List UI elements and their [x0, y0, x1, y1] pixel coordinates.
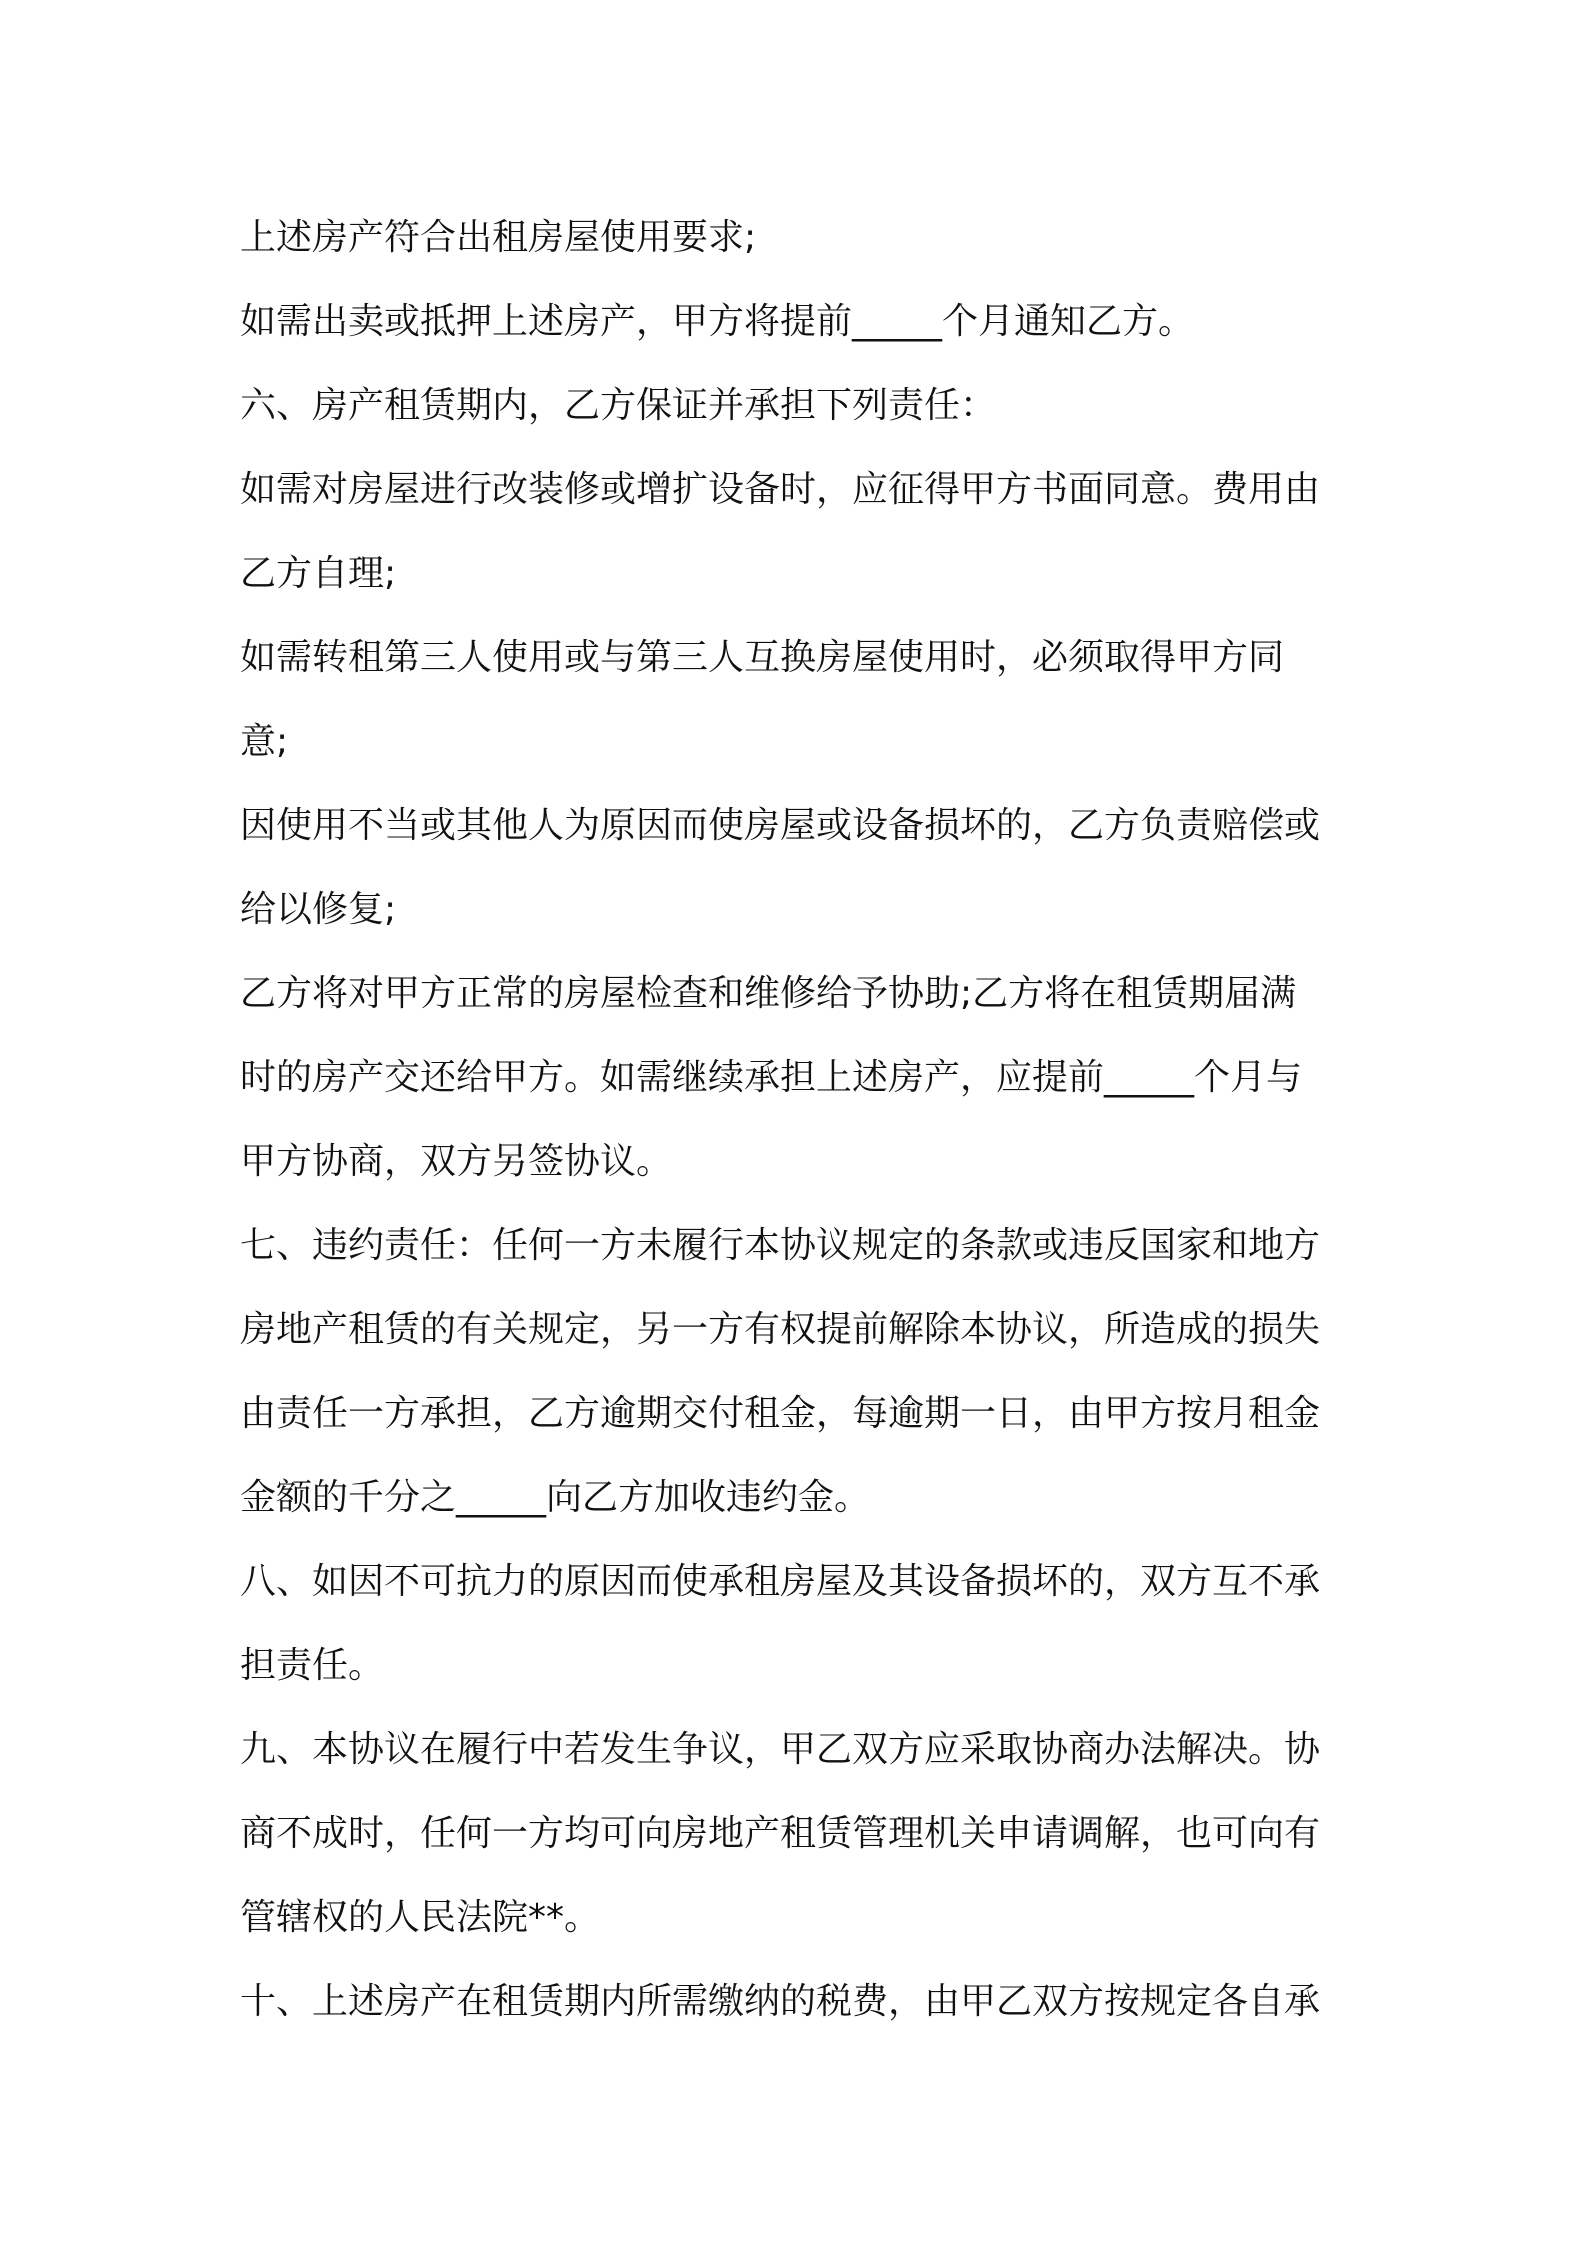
text-line: 商不成时，任何一方均可向房地产租赁管理机关申请调解，也可向有 — [240, 1813, 1321, 1854]
text-line: 担责任。 — [240, 1645, 385, 1686]
section-heading-10: 十、上述房产在租赁期内所需缴纳的税费，由甲乙双方按规定各自承 — [240, 1981, 1321, 2022]
text-line: 如需出卖或抵押上述房产，甲方将提前_____个月通知乙方。 — [240, 301, 1195, 342]
text-line: 乙方自理; — [240, 553, 397, 594]
section-heading-8: 八、如因不可抗力的原因而使承租房屋及其设备损坏的，双方互不承 — [240, 1561, 1321, 1602]
text-line: 因使用不当或其他人为原因而使房屋或设备损坏的，乙方负责赔偿或 — [240, 805, 1321, 846]
text-line: 意; — [240, 721, 289, 762]
text-line: 如需对房屋进行改装修或增扩设备时，应征得甲方书面同意。费用由 — [240, 469, 1321, 510]
section-heading-6: 六、房产租赁期内，乙方保证并承担下列责任： — [240, 385, 997, 426]
text-line: 管辖权的人民法院**。 — [240, 1897, 601, 1938]
text-line: 给以修复; — [240, 889, 397, 930]
text-line: 上述房产符合出租房屋使用要求; — [240, 217, 757, 258]
text-line: 时的房产交还给甲方。如需继续承担上述房产，应提前_____个月与 — [240, 1057, 1303, 1098]
section-heading-7: 七、违约责任：任何一方未履行本协议规定的条款或违反国家和地方 — [240, 1225, 1321, 1266]
text-line: 如需转租第三人使用或与第三人互换房屋使用时，必须取得甲方同 — [240, 637, 1285, 678]
section-heading-9: 九、本协议在履行中若发生争议，甲乙双方应采取协商办法解决。协 — [240, 1729, 1321, 1770]
text-line: 乙方将对甲方正常的房屋检查和维修给予协助;乙方将在租赁期届满 — [240, 973, 1297, 1014]
text-line: 金额的千分之_____向乙方加收违约金。 — [240, 1477, 871, 1518]
text-line: 房地产租赁的有关规定，另一方有权提前解除本协议，所造成的损失 — [240, 1309, 1321, 1350]
text-line: 甲方协商，双方另签协议。 — [240, 1141, 673, 1182]
text-line: 由责任一方承担，乙方逾期交付租金，每逾期一日，由甲方按月租金 — [240, 1393, 1321, 1434]
document-body — [240, 196, 1358, 2044]
